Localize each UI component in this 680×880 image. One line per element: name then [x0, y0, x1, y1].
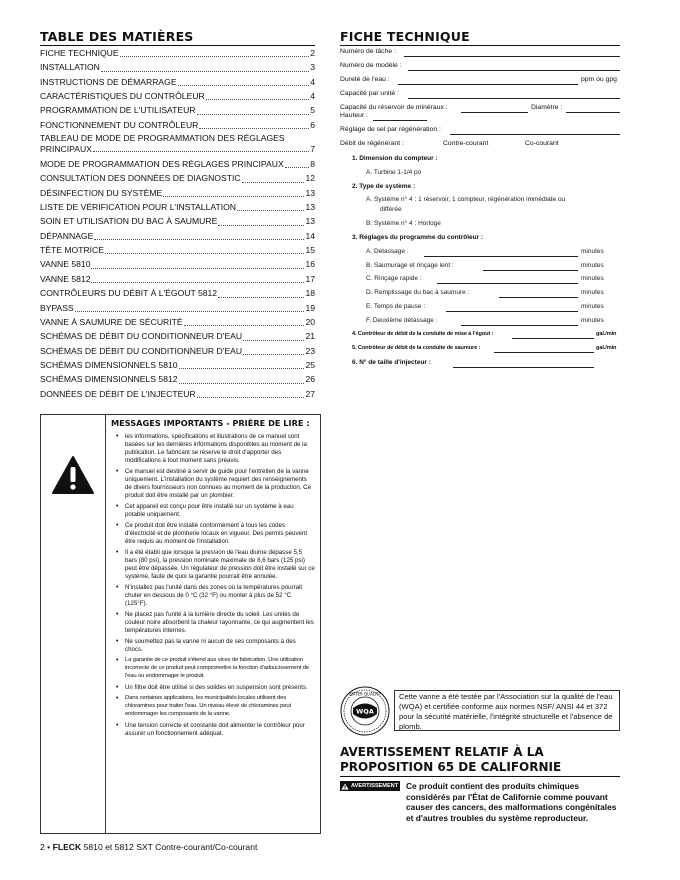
setting-minutes-field[interactable]: [461, 325, 578, 326]
durete-unit: ppm ou gpg: [581, 76, 617, 83]
wqa-certification-text: Cette vanne a été testée par l'Association sur la qualité de l'eau (WQA) et certifiée conforme aux normes NSF/ ANSI 44 et 372 pour la sécurité matérielle, l'intégrité structurelle et l'absence de plomb.: [394, 690, 620, 731]
toc-entry-label: FONCTIONNEMENT DU CONTRÔLEUR: [40, 119, 199, 130]
page-footer: [40, 842, 257, 852]
toc-page-number: 26: [305, 374, 315, 385]
warning-triangle-icon: [51, 455, 95, 495]
setting-minutes-field[interactable]: [446, 311, 578, 312]
section-4-unit: gal./min: [596, 331, 617, 337]
message-item: • Ce manuel est destiné à servir de guide pour l'entretien de la vanne uniquement. L'installation du système requiert des renseignements de divers fournisseurs non connues au moment de la production. Ce produit doit être installé par un plombier.: [125, 468, 315, 500]
wqa-seal-logo: WQA: [356, 707, 374, 716]
setting-unit: minutes: [581, 261, 604, 269]
toc-entry-label: DÉSINFECTION DU SYSTÈME: [40, 187, 163, 198]
setting-label: E. Temps de pause :: [366, 302, 426, 310]
toc-entry-label: DÉPANNAGE: [40, 230, 94, 241]
toc-entry[interactable]: [40, 358, 315, 372]
toc-entry-label: SCHÉMAS DIMENSIONNELS 5810: [40, 359, 178, 370]
toc-entry[interactable]: [40, 157, 315, 171]
prop65-text: Ce produit contient des produits chimiques considérés par l'État de Californie comme pouvant causer des cancers, des malformations congénitales et d'autres troubles du système reproducteur.: [406, 781, 617, 823]
toc-entry[interactable]: [40, 60, 315, 74]
toc-page-number: 23: [305, 345, 315, 356]
message-item: • Ne soumettez pas la vanne ni aucun de ses composants à des chocs.: [125, 638, 315, 654]
toc-page-number: 2: [310, 48, 315, 58]
box-divider: [105, 415, 106, 833]
toc-entry-label: SCHÉMAS DIMENSIONNELS 5812: [40, 374, 178, 385]
footer-description: 5810 et 5812 SXT Contre-courant/Co-courant: [83, 842, 258, 852]
section-2-heading: 2. Type de système :: [352, 183, 416, 190]
toc-page-number: 21: [305, 331, 315, 342]
diametre-label: Diamètre :: [531, 104, 563, 111]
toc-leader: [285, 167, 310, 168]
toc-page-number: 19: [305, 302, 315, 313]
toc-page-number: 4: [310, 76, 315, 87]
setting-unit: minutes: [581, 248, 604, 255]
messages-title: MESSAGES IMPORTANTS - PRIÈRE DE LIRE :: [111, 418, 310, 428]
wqa-seal-icon: [340, 686, 390, 736]
toc-leader: [101, 71, 309, 72]
toc-page-number: 17: [305, 273, 315, 284]
message-item: • les informations, spécifications et illustrations de ce manuel sont basées sur les dernières informations disponibles au moment de la publication. Le fabricant se réserve le droit d'apporter des modifications à tout moment sans préavis.: [125, 433, 315, 465]
toc-leader: [237, 210, 304, 211]
setting-label: D. Remplissage du bac à saumure :: [366, 289, 470, 297]
toc-entry[interactable]: [40, 118, 315, 132]
section-6-field[interactable]: [453, 367, 594, 368]
toc-entry-label: PROGRAMMATION DE L'UTILISATEUR: [40, 105, 196, 116]
toc-leader: [93, 151, 309, 152]
toc-leader: [179, 383, 305, 384]
reglage-sel-label: Réglage de sel par régénération :: [340, 126, 441, 133]
numero-modele-label: Numéro de modèle :: [340, 62, 402, 69]
setting-minutes-field[interactable]: [483, 270, 578, 271]
toc-page-number: 18: [305, 288, 315, 299]
toc-entry[interactable]: [40, 301, 315, 315]
toc-page-number: 16: [305, 259, 315, 270]
section-1-heading: 1. Dimension du compteur :: [352, 155, 438, 162]
toc-entry-label: BYPASS: [40, 302, 74, 313]
toc-entry[interactable]: [40, 133, 315, 155]
section-2b: B. Système n° 4 : Horloge: [366, 220, 441, 227]
toc-entry[interactable]: [40, 257, 315, 271]
toc-leader: [218, 225, 304, 226]
message-item: • Cet appareil est conçu pour être installé sur un système à eau potable uniquement.: [125, 503, 315, 519]
setting-label: B. Saumurage et rinçage lent :: [366, 261, 454, 269]
toc-entry[interactable]: [40, 344, 315, 358]
toc-entry[interactable]: [40, 286, 315, 300]
toc-entry[interactable]: [40, 272, 315, 286]
capacite-unite-label: Capacité par unité :: [340, 90, 399, 97]
hauteur-label: Hauteur :: [340, 112, 368, 119]
toc-title: TABLE DES MATIÈRES: [40, 29, 315, 46]
footer-page-number: 2 •: [40, 842, 51, 852]
toc-leader: [243, 354, 304, 355]
setting-minutes-field[interactable]: [424, 256, 578, 257]
message-item: • Un filtre doit être utilisé si des solides en suspension sont présents.: [125, 684, 315, 692]
toc-entry-label-line2: PRINCIPAUX: [40, 144, 92, 155]
toc-entry[interactable]: [40, 243, 315, 257]
toc-entry-label: FICHE TECHNIQUE: [40, 48, 119, 58]
section-6-label: 6. N° de taille d'injecteur :: [352, 359, 431, 366]
toc-entry-label-line1: TABLEAU DE MODE DE PROGRAMMATION DES RÉGLAGES: [40, 133, 285, 144]
toc-entry-label: SCHÉMAS DE DÉBIT DU CONDITIONNEUR D'EAU: [40, 345, 243, 356]
capacite-reservoir-label: Capacité du réservoir de minéraux :: [340, 104, 448, 111]
toc-page-number: 4: [310, 91, 315, 102]
toc-page-number: 15: [305, 245, 315, 256]
section-4-field[interactable]: [512, 338, 594, 339]
toc-leader: [218, 297, 304, 298]
prop65-title-line1: AVERTISSEMENT RELATIF À LA: [340, 745, 544, 759]
numero-modele-field[interactable]: [408, 70, 620, 71]
toc-leader: [120, 56, 310, 57]
section-5-field[interactable]: [494, 352, 594, 353]
toc-entry-label: MODE DE PROGRAMMATION DES RÉGLAGES PRINCIPAUX: [40, 159, 284, 170]
toc-entry[interactable]: [40, 329, 315, 343]
warning-badge: [340, 781, 400, 791]
durete-field[interactable]: [398, 84, 578, 85]
table-of-contents: [40, 46, 315, 401]
setting-unit: minutes: [581, 302, 604, 310]
toc-leader: [163, 196, 304, 197]
message-item: • La garantie de ce produit s'étend aux vices de fabrication. Une utilisation incorrecte de ce produit peut compromettre la fonction d'adoucissement de l'eau ou endommager le produit.: [125, 657, 315, 681]
toc-page-number: 7: [310, 144, 315, 155]
toc-leader: [242, 182, 305, 183]
section-1a: A. Turbine 1-1/4 po: [366, 169, 422, 176]
numero-tache-field[interactable]: [404, 56, 620, 57]
toc-page-number: 13: [305, 187, 315, 198]
debit-regen-label: Débit de régénérant :: [340, 140, 404, 147]
toc-page-number: 27: [305, 388, 315, 399]
warning-badge-label: AVERTISSEMENT: [351, 783, 399, 789]
section-2a-line2: différée: [380, 206, 402, 213]
toc-leader: [94, 239, 304, 240]
toc-entry-label: CONTRÔLEURS DU DÉBIT À L'ÉGOUT 5812: [40, 288, 218, 299]
toc-leader: [91, 282, 304, 283]
toc-entry[interactable]: [40, 75, 315, 89]
toc-page-number: 3: [310, 62, 315, 73]
toc-entry-label: VANNE 5810: [40, 259, 91, 270]
toc-entry-label: DONNÉES DE DÉBIT DE L'INJECTEUR: [40, 388, 196, 399]
toc-page-number: 14: [305, 230, 315, 241]
message-item: • Il a été établi que lorsque la pression de l'eau diurne dépasse 5,5 bars (80 psi), la pression nominale maximale de 8,6 bars (125 psi) peut être dépassée. Un régulateur de pression doit être installé sur ce système, faute de quoi la garantie pourrait être annulée.: [125, 549, 315, 581]
setting-unit: minutes: [581, 289, 604, 297]
toc-entry-label: SOIN ET UTILISATION DU BAC À SAUMURE: [40, 216, 218, 227]
toc-page-number: 13: [305, 202, 315, 213]
toc-leader: [178, 85, 310, 86]
co-courant-option[interactable]: Co-courant: [525, 140, 559, 147]
toc-entry-label: VANNE 5812: [40, 273, 91, 284]
wqa-seal-text: WATER QUALITY: [348, 691, 382, 697]
toc-entry[interactable]: [40, 103, 315, 117]
capacite-reservoir-field[interactable]: [461, 112, 528, 113]
message-item: • Ce produit doit être installé conformément à tous les codes d'électricité et de plomberie locaux en vigueur. Des permis peuvent être requis au moment de l'installation.: [125, 522, 315, 546]
message-item: • N'installez pas l'unité dans des zones où la températures pourrait chuter en dessous de 0 °C (32 °F) ou monter à plus de 52 °C (125°F).: [125, 584, 315, 608]
section-3-heading: 3. Réglages du programme du contrôleur :: [352, 234, 484, 241]
toc-entry[interactable]: [40, 200, 315, 214]
messages-list: [125, 433, 315, 741]
section-5-unit: gal./min: [596, 345, 617, 351]
message-item: • Dans certaines applications, les municipalités locales utilisent des chloramines pour traiter l'eau. Un niveau élevé de chloramines peut endommager les composants de la vanne.: [125, 695, 315, 719]
setting-label: C. Rinçage rapide :: [366, 275, 422, 283]
capacite-unite-field[interactable]: [408, 98, 620, 99]
toc-entry[interactable]: [40, 315, 315, 329]
toc-leader: [184, 325, 305, 326]
toc-entry-label: CARACTÉRISTIQUES DU CONTRÔLEUR: [40, 91, 205, 102]
toc-page-number: 8: [310, 159, 315, 170]
reglage-sel-field[interactable]: [450, 134, 620, 135]
toc-entry[interactable]: [40, 372, 315, 386]
contre-courant-option[interactable]: Contre-courant: [443, 140, 489, 147]
toc-leader: [91, 268, 304, 269]
toc-page-number: 12: [305, 173, 315, 184]
toc-leader: [206, 99, 309, 100]
toc-entry-label: TÊTE MOTRICE: [40, 245, 104, 256]
toc-page-number: 13: [305, 216, 315, 227]
toc-page-number: 20: [305, 316, 315, 327]
toc-entry[interactable]: [40, 214, 315, 228]
durete-label: Dureté de l'eau :: [340, 76, 390, 83]
toc-entry[interactable]: [40, 171, 315, 185]
important-messages-box: [40, 414, 321, 834]
diametre-field[interactable]: [566, 112, 620, 113]
footer-brand: FLECK: [52, 842, 82, 852]
setting-minutes-field[interactable]: [499, 297, 578, 298]
toc-page-number: 5: [310, 105, 315, 116]
toc-entry-label: LISTE DE VÉRIFICATION POUR L'INSTALLATION: [40, 202, 236, 213]
toc-page-number: 25: [305, 359, 315, 370]
toc-page-number: 6: [310, 119, 315, 130]
toc-entry-label: SCHÉMAS DE DÉBIT DU CONDITIONNEUR D'EAU: [40, 331, 243, 342]
toc-entry[interactable]: [40, 89, 315, 103]
prop65-title: [340, 745, 620, 777]
toc-entry[interactable]: [40, 46, 315, 60]
toc-leader: [75, 311, 305, 312]
setting-label: F. Deuxième détassage :: [366, 316, 438, 324]
toc-leader: [197, 114, 310, 115]
fiche-title: FICHE TECHNIQUE: [340, 29, 620, 46]
toc-leader: [199, 128, 309, 129]
setting-unit: minutes: [581, 316, 604, 324]
toc-entry[interactable]: [40, 229, 315, 243]
toc-entry[interactable]: [40, 387, 315, 401]
hauteur-field[interactable]: [373, 120, 427, 121]
toc-leader: [105, 253, 304, 254]
toc-entry-label: CONSULTATION DES DONNÉES DE DIAGNOSTIC: [40, 173, 241, 184]
numero-tache-label: Numéro de tâche :: [340, 48, 396, 55]
setting-unit: minutes: [581, 275, 604, 283]
toc-leader: [197, 397, 305, 398]
section-2a-line1: A. Système n° 4 : 1 réservoir, 1 compteur, régénération immédiate ou: [366, 196, 566, 203]
setting-minutes-field[interactable]: [437, 283, 578, 284]
section-5-label: 5. Contrôleur de débit de la conduite de saumure :: [352, 345, 481, 351]
toc-entry-label: VANNE À SAUMURE DE SÉCURITÉ: [40, 316, 183, 327]
toc-entry-label: INSTALLATION: [40, 62, 100, 73]
toc-entry[interactable]: [40, 186, 315, 200]
message-item: • Ne placez pas l'unité à la lumière directe du soleil. Les unités de couleur noire absorbent la chaleur rayonnante, ce qui augmentent les températures internes.: [125, 611, 315, 635]
section-4-label: 4. Contrôleur de débit de la conduite de mise à l'égout :: [352, 331, 494, 337]
toc-leader: [243, 340, 304, 341]
toc-leader: [179, 368, 305, 369]
toc-entry-label: INSTRUCTIONS DE DÉMARRAGE: [40, 76, 177, 87]
prop65-title-line2: PROPOSITION 65 DE CALIFORNIE: [340, 760, 562, 774]
warning-small-icon: [341, 783, 349, 790]
message-item: • Une tension correcte et constante doit alimenter le contrôleur pour assurer un fonctionnement adéquat.: [125, 722, 315, 738]
setting-label: A. Détassage :: [366, 248, 409, 255]
